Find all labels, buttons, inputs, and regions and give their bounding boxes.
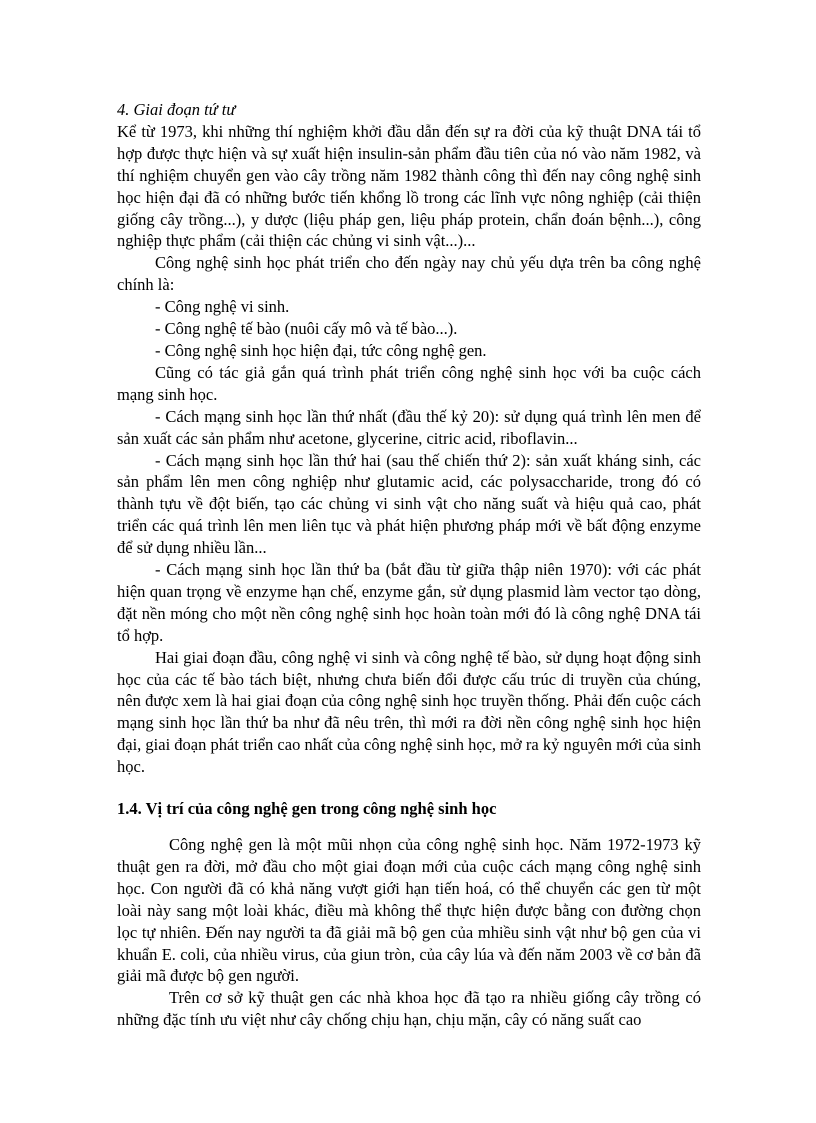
list-item-second-revolution: - Cách mạng sinh học lần thứ hai (sau thế chiến thứ 2): sản xuất kháng sinh, các sản phẩm lên men công nghiệp như glutamic acid, các polysaccharide, trong đó có thành tựu về đột biến, tạo các chủng vi sinh vật cho năng suất và hiệu quả cao, phát triển các quá trình lên men liên tục và phát hiện phương pháp mới về bất động enzyme để sử dụng nhiều lần...	[117, 450, 701, 558]
paragraph-three-revolutions: Cũng có tác giả gắn quá trình phát triển công nghệ sinh học với ba cuộc cách mạng sinh học.	[117, 362, 701, 404]
list-item-microbial-tech: - Công nghệ vi sinh.	[155, 297, 290, 317]
page-body	[117, 99, 701, 1031]
list-item-cell-tech: - Công nghệ tế bào (nuôi cấy mô và tế bào...).	[155, 319, 458, 339]
paragraph-gene-tech-crops: Trên cơ sở kỹ thuật gen các nhà khoa học đã tạo ra nhiều giống cây trồng có những đặc tính ưu việt như cây chống chịu hạn, chịu mặn, cây có năng suất cao	[117, 988, 701, 1030]
paragraph-intro: Kể từ 1973, khi những thí nghiệm khởi đầu dẫn đến sự ra đời của kỹ thuật DNA tái tổ hợp được thực hiện và sự xuất hiện insulin-sản phẩm đầu tiên của nó vào năm 1982, và thí nghiệm chuyển gen vào cây trồng năm 1982 thành công thì đến nay công nghệ sinh học hiện đại đã có những bước tiến khổng lồ trong các lĩnh vực nông nghiệp (cải thiện giống cây trồng...), y dược (liệu pháp gen, liệu pháp protein, chẩn đoán bệnh...), công nghiệp thực phẩm (cải thiện các chủng vi sinh vật...)...	[117, 121, 701, 251]
paragraph-gene-tech-role: Công nghệ gen là một mũi nhọn của công nghệ sinh học. Năm 1972-1973 kỹ thuật gen ra đời, mở đầu cho một giai đoạn mới của cuộc cách mạng công nghệ sinh học. Con người đã có khả năng vượt giới hạn tiến hoá, có thể chuyển các gen từ một loài này sang một loài khác, điều mà không thể thực hiện được bằng con đường chọn lọc tự nhiên. Đến nay người ta đã giải mã bộ gen của mhiều sinh vật như bộ gen của vi khuẩn E. coli, của nhiều virus, của giun tròn, của cây lúa và đến năm 2003 về cơ bản đã giải mã được bộ gen người.	[117, 835, 701, 986]
paragraph-three-technologies: Công nghệ sinh học phát triển cho đến ngày nay chủ yếu dựa trên ba công nghệ chính là:	[117, 253, 701, 295]
paragraph-traditional-vs-modern: Hai giai đoạn đầu, công nghệ vi sinh và công nghệ tế bào, sử dụng hoạt động sinh học của các tế bào tách biệt, nhưng chưa biến đổi được cấu trúc di truyền của chúng, nên được xem là hai giai đoạn của công nghệ sinh học truyền thống. Phải đến cuộc cách mạng sinh học lần thứ ba như đã nêu trên, thì mới ra đời nền công nghệ sinh học hiện đại, giai đoạn phát triển cao nhất của công nghệ sinh học, mở ra kỷ nguyên mới của sinh học.	[117, 647, 701, 777]
subsection-title: 4. Giai đoạn tứ tư	[117, 100, 236, 119]
list-item-first-revolution: - Cách mạng sinh học lần thứ nhất (đầu thế kỷ 20): sử dụng quá trình lên men để sản xuất các sản phẩm như acetone, glycerine, citric acid, riboflavin...	[117, 406, 701, 448]
section-heading: 1.4. Vị trí của công nghệ gen trong công nghệ sinh học	[117, 799, 497, 819]
list-item-gene-tech: - Công nghệ sinh học hiện đại, tức công nghệ gen.	[155, 340, 487, 360]
list-item-third-revolution: - Cách mạng sinh học lần thứ ba (bắt đầu từ giữa thập niên 1970): với các phát hiện quan trọng về enzyme hạn chế, enzyme gắn, sử dụng plasmid làm vector tạo dòng, đặt nền móng cho một nền công nghệ sinh học hoàn toàn mới đó là công nghệ DNA tái tổ hợp.	[117, 560, 701, 645]
